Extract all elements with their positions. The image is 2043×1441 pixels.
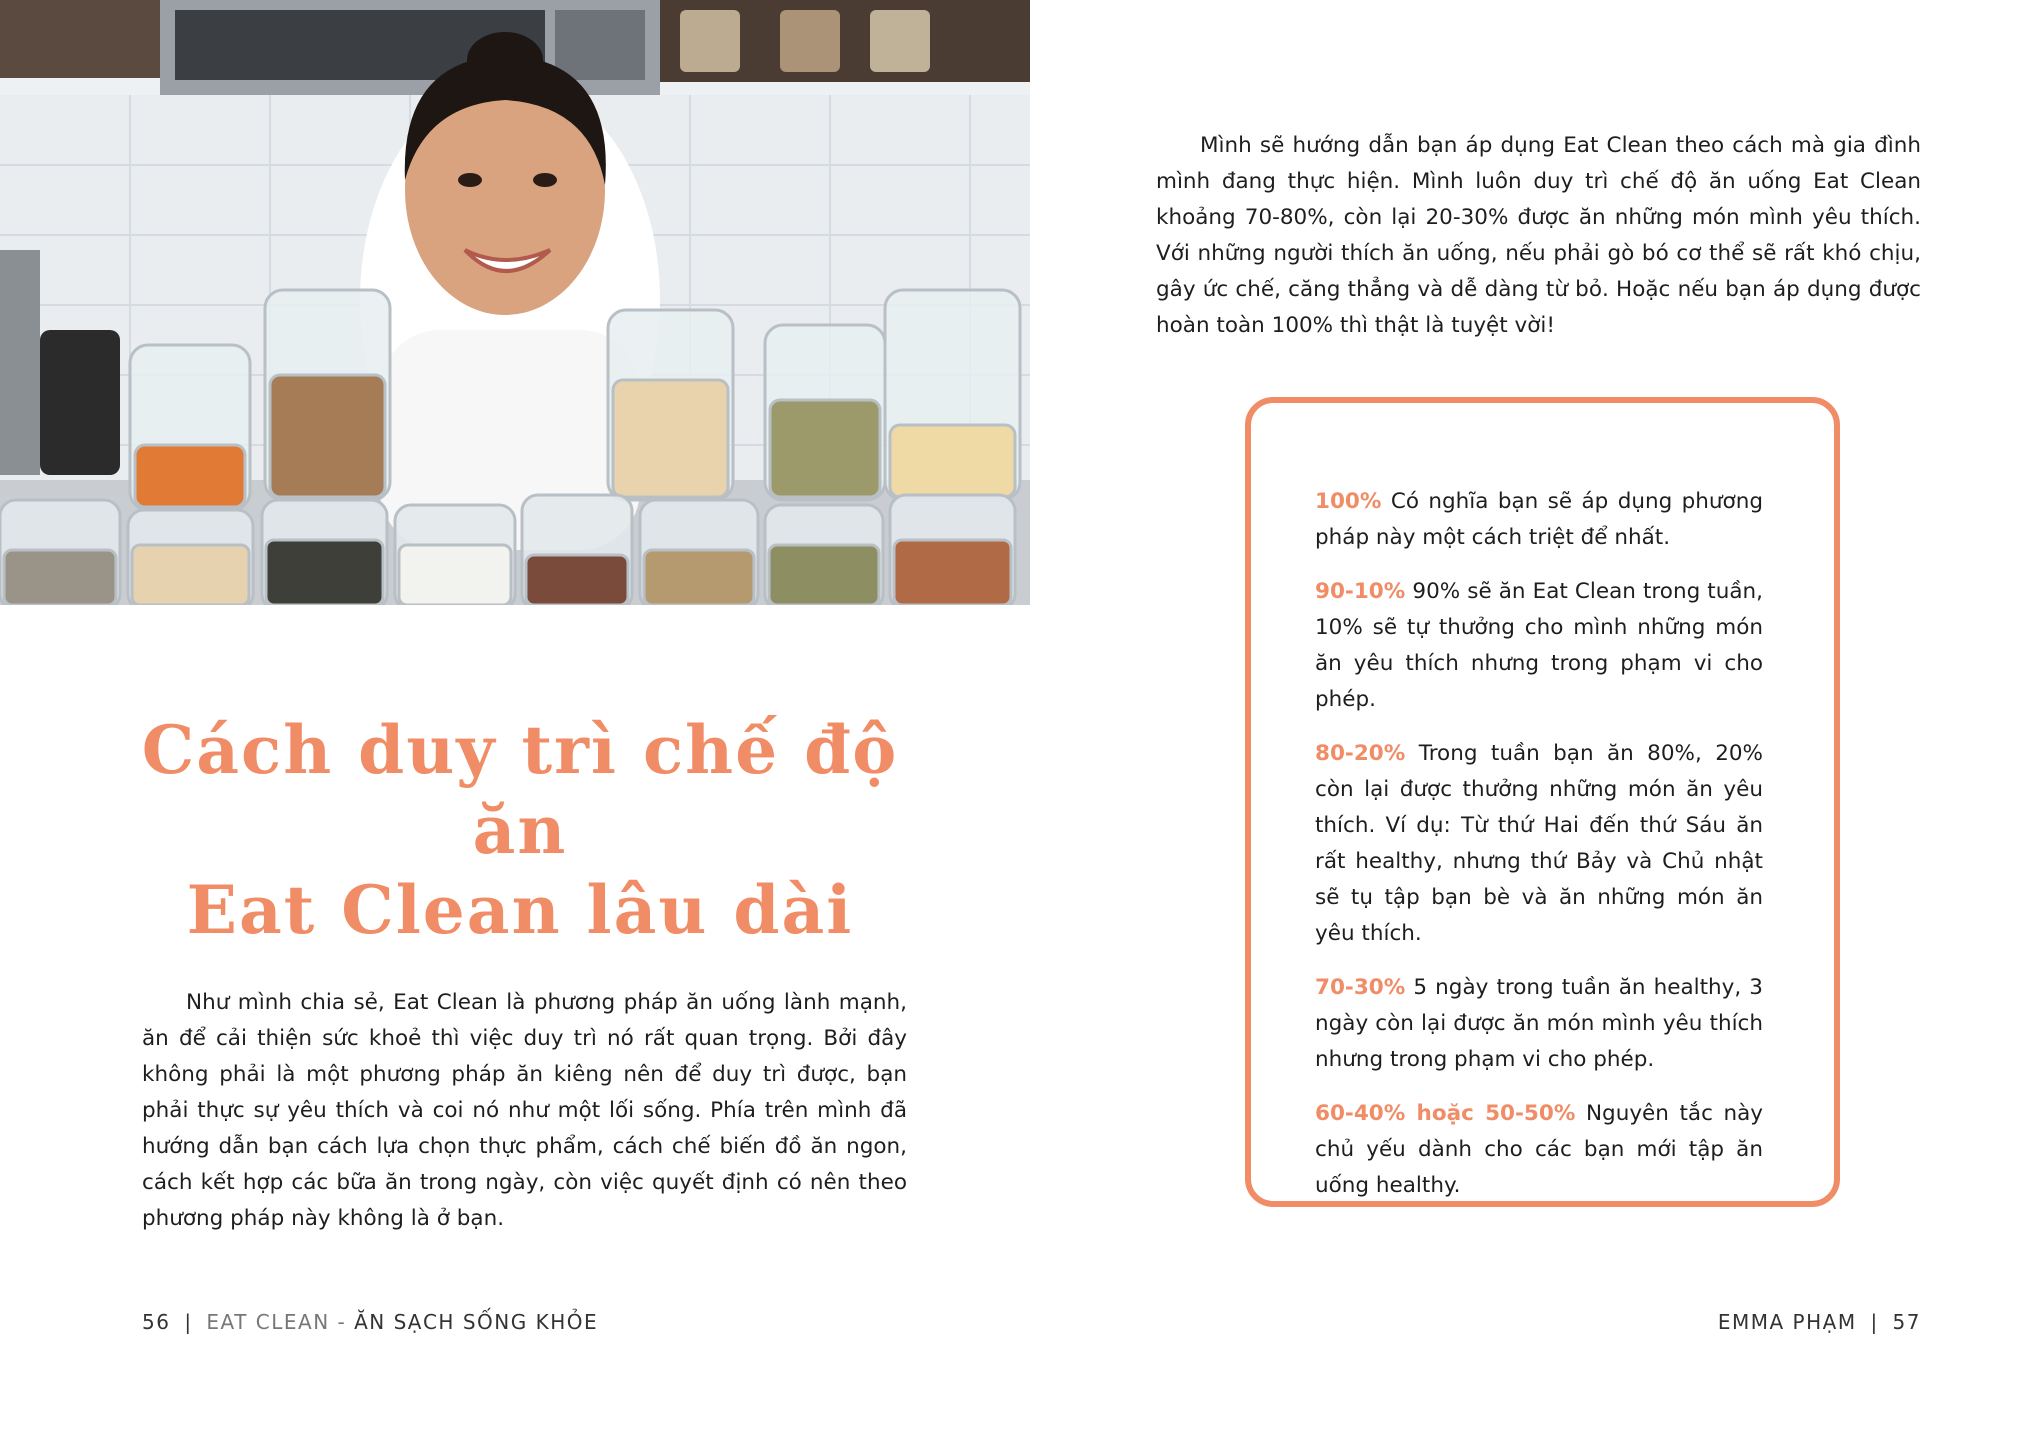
book-title-part-1: EAT CLEAN [206,1310,330,1334]
left-paragraph: Như mình chia sẻ, Eat Clean là phương pháp ăn uống lành mạnh, ăn để cải thiện sức khoẻ thì việc duy trì nó rất quan trọng. Bởi đây không phải là một phương pháp ăn kiêng nên để duy trì được, bạn phải thực sự yêu thích và coi nó như một lối sống. Phía trên mình đã hướng dẫn bạn cách lựa chọn thực phẩm, cách chế biến đồ ăn ngon, cách kết hợp các bữa ăn trong ngày, còn việc quyết định có nên theo phương pháp này không là ở bạn. [142,990,907,1231]
ratio-item [1315,970,1763,1078]
footer-left [142,1310,598,1334]
ratio-text: Có nghĩa bạn sẽ áp dụng phương pháp này một cách triệt để nhất. [1315,489,1763,550]
woman-with-jars-photo-icon [0,0,1030,605]
ratio-key: 80-20% [1315,741,1406,766]
ratio-item [1315,484,1763,556]
heading-line-1: Cách duy trì chế độ ăn [141,711,899,869]
ratio-key: 60-40% hoặc 50-50% [1315,1101,1576,1126]
book-title-part-2: ĂN SẠCH SỐNG KHỎE [354,1310,599,1334]
ratio-key: 90-10% [1315,579,1406,604]
ratio-text: Nguyên tắc này chủ yếu dành cho các bạn mới tập ăn uống healthy. [1315,1101,1763,1198]
ratio-item [1315,574,1763,718]
footer-right [1718,1310,1921,1334]
chapter-heading [110,710,930,950]
ratio-text: 5 ngày trong tuần ăn healthy, 3 ngày còn lại được ăn món mình yêu thích nhưng trong phạm vi cho phép. [1315,975,1763,1072]
ratio-item [1315,1096,1763,1204]
author-name: EMMA PHẠM [1717,1310,1857,1334]
ratio-text: Trong tuần bạn ăn 80%, 20% còn lại được thưởng những món ăn yêu thích. Ví dụ: Từ thứ Hai đến thứ Sáu ăn rất healthy, nhưng thứ Bảy và Chủ nhật sẽ tụ tập bạn bè và ăn những món ăn yêu thích. [1315,741,1763,946]
ratio-text: 90% sẽ ăn Eat Clean trong tuần, 10% sẽ tự thưởng cho mình những món ăn yêu thích nhưng trong phạm vi cho phép. [1315,579,1763,712]
ratio-list [1315,484,1763,1222]
book-title-dash: - [337,1310,347,1334]
heading-line-2: Eat Clean lâu dài [186,871,854,949]
page-number-left: 56 [142,1310,171,1334]
ratio-key: 70-30% [1315,975,1406,1000]
ratio-key: 100% [1315,489,1382,514]
ratio-item [1315,736,1763,952]
kitchen-photo [0,0,1030,605]
right-paragraph: Mình sẽ hướng dẫn bạn áp dụng Eat Clean theo cách mà gia đình mình đang thực hiện. Mình luôn duy trì chế độ ăn uống Eat Clean khoảng 70-80%, còn lại 20-30% được ăn những món mình yêu thích. Với những người thích ăn uống, nếu phải gò bó cơ thể sẽ rất khó chịu, gây ức chế, căng thẳng và dễ dàng từ bỏ. Hoặc nếu bạn áp dụng được hoàn toàn 100% thì thật là tuyệt vời! [1156,133,1921,338]
page-number-right: 57 [1892,1310,1921,1334]
footer-separator: | [184,1310,193,1334]
footer-separator: | [1870,1310,1879,1334]
